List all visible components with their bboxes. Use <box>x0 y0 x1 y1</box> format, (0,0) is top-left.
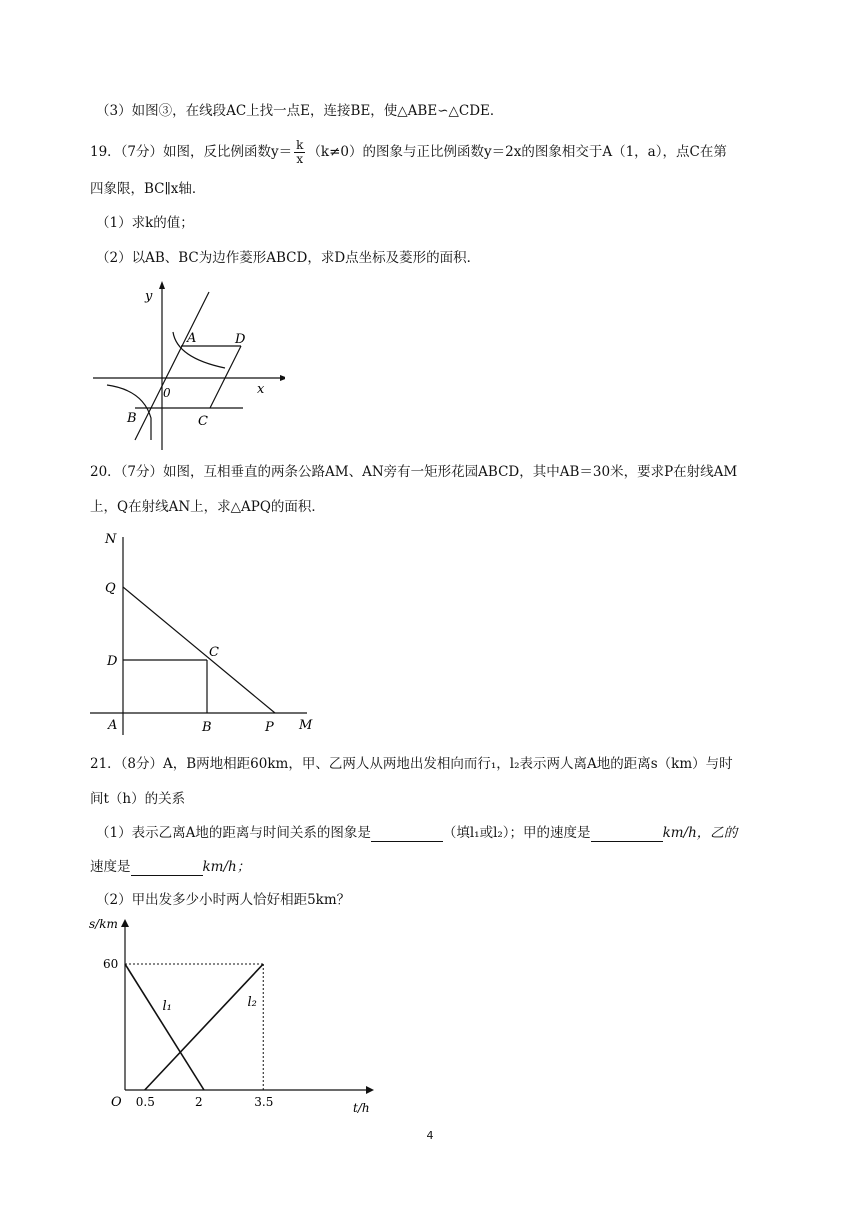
q19-label-O: 0 <box>163 386 171 400</box>
q20-label-D: D <box>107 654 118 669</box>
q21-p1-a: （1）表示乙离A地的距离与时间关系的图象是 <box>96 825 371 841</box>
q20-label-A: A <box>108 718 118 733</box>
q19-figure <box>85 280 285 455</box>
q21-blank-3[interactable] <box>131 861 203 876</box>
q19-y-arrow <box>159 281 165 289</box>
page-number: 4 <box>426 1129 434 1142</box>
q21-ylabel: s/km <box>89 917 118 931</box>
q19-label-D: D <box>235 332 246 347</box>
q21-y-tick-1: 60 <box>103 957 119 971</box>
q21-x-arrow <box>366 1086 374 1094</box>
q18-part3: （3）如图③，在线段AC上找一点E，连接BE，使△ABE∽△CDE． <box>96 103 504 119</box>
q19-side-DC <box>210 346 241 408</box>
q21-blank-2[interactable] <box>591 827 663 842</box>
q19-hyperbola-branch1 <box>173 332 225 368</box>
q21-stem-line1: 21．（8分）A，B两地相距60km，甲、乙两人从两地出发相向而行₁，l₂表示两人离A地的距离s（km）与时 <box>90 756 733 772</box>
q19-part1: （1）求k的值； <box>96 215 194 231</box>
q20-label-B: B <box>202 720 212 735</box>
q21-p1-b: （填l₁或l₂）；甲的速度是 <box>442 825 591 841</box>
q21-series-line-1 <box>125 964 204 1090</box>
q19-x-arrow <box>280 375 285 381</box>
q19-stem-a: 19．（7分）如图，反比例函数y＝ <box>90 144 293 160</box>
q20-stem-line1: 20．（7分）如图，互相垂直的两条公路AM、AN旁有一矩形花园ABCD，其中AB＝30米，要求P在射线AM <box>90 464 738 480</box>
q19-frac-den: x <box>296 152 304 166</box>
q21-x-tick-1: 0.5 <box>135 1095 155 1109</box>
q21-x-tick-3: 3.5 <box>254 1095 274 1109</box>
q19-frac-num: k <box>296 138 304 152</box>
q21-series-label-2: l₂ <box>247 995 257 1010</box>
q21-part2: （2）甲出发多少小时两人恰好相距5km？ <box>96 892 351 908</box>
q20-label-P: P <box>265 720 274 735</box>
q21-xlabel: t/h <box>353 1101 370 1115</box>
q20-label-N: N <box>105 532 117 547</box>
q19-label-y: y <box>145 289 153 304</box>
q19-label-B: B <box>127 411 137 426</box>
q19-label-C: C <box>198 414 208 429</box>
q19-part2: （2）以AB、BC为边作菱形ABCD，求D点坐标及菱形的面积． <box>96 250 481 266</box>
q19-stem-line2: 四象限，BC∥x轴． <box>90 181 206 197</box>
q20-label-C: C <box>209 645 219 660</box>
q20-label-M: M <box>299 718 313 733</box>
q20-figure <box>85 525 325 740</box>
q21-origin-label: O <box>111 1095 122 1110</box>
q21-blank-1[interactable] <box>371 827 443 842</box>
q20-label-Q: Q <box>105 581 116 596</box>
q19-label-A: A <box>187 331 197 346</box>
q21-stem-line2: 间t（h）的关系 <box>90 791 186 807</box>
q21-p1-e: km/h； <box>202 859 251 875</box>
q21-part1-line2 <box>90 858 250 876</box>
q19-stem-b: （k≠0）的图象与正比例函数y＝2x的图象相交于A（1，a），点C在第 <box>307 144 727 160</box>
q19-label-x: x <box>257 382 265 397</box>
q21-p1-d: 速度是 <box>90 859 131 875</box>
q21-y-arrow <box>121 919 129 927</box>
q21-series-label-1: l₁ <box>162 999 172 1015</box>
q19-stem-line1 <box>90 139 727 166</box>
q21-x-tick-2: 2 <box>195 1095 203 1109</box>
q21-part1-line1 <box>96 824 737 842</box>
q20-stem-line2: 上，Q在射线AN上，求△APQ的面积． <box>90 499 325 515</box>
q19-fraction <box>294 139 305 166</box>
q21-series-line-2 <box>145 964 264 1090</box>
q21-chart <box>85 912 385 1120</box>
q20-line-QP <box>123 587 275 713</box>
q21-p1-c: km/h，乙的 <box>662 825 738 841</box>
